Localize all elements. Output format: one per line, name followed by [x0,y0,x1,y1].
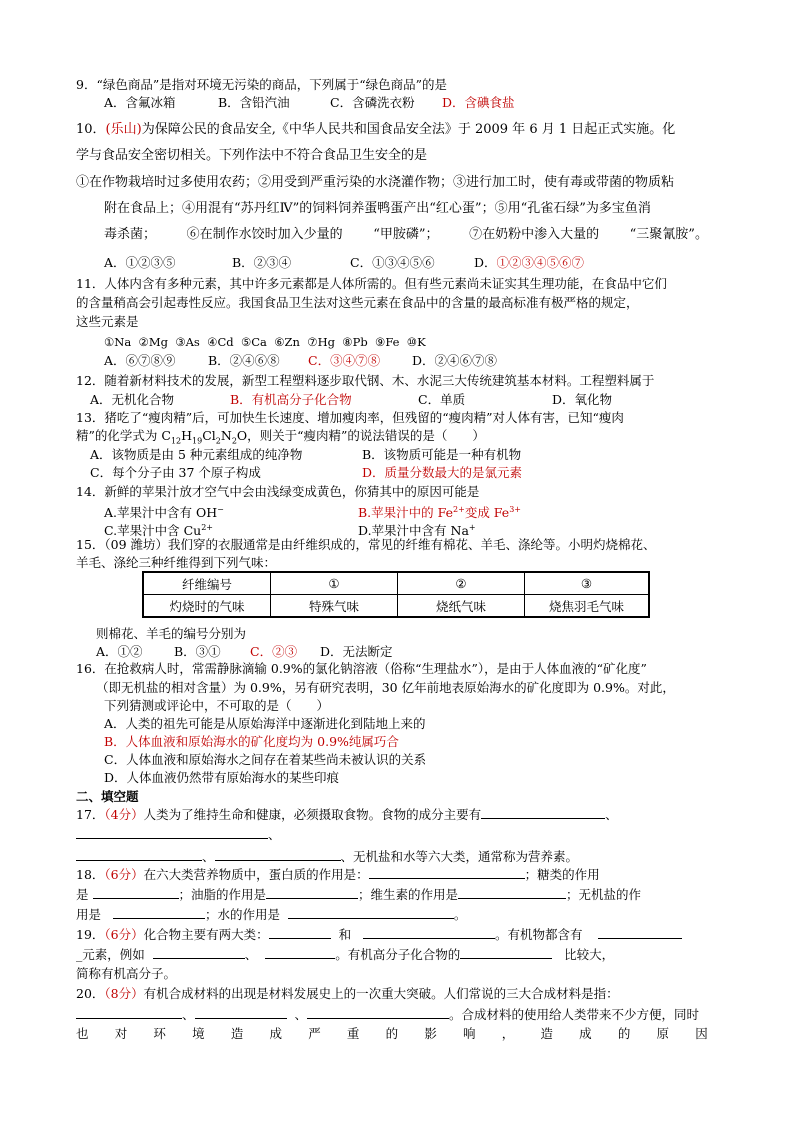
q11-option-b: B．②④⑥⑧ [208,353,280,368]
table-cell: 烧焦羽毛气味 [525,595,650,618]
q15-option-b: B．③① [174,644,221,659]
table-header-cell: ② [398,572,525,595]
q19-blank-5[interactable] [265,946,335,959]
q17-blank-3[interactable] [76,848,202,861]
q20-line1: 20．（8分）有机合成材料的出现是材料发展史上的一次重大突破。人们常说的三大合成材料是指： [76,986,619,1001]
q10-option-b: B．②③④ [232,255,292,270]
q11-element-list: ①Na ②Mg ③As ④Cd ⑤Ca ⑥Zn ⑦Hg ⑧Pb ⑨Fe ⑩K [104,335,426,349]
q12-option-c: C．单质 [418,392,466,407]
q17-line2: 、 [76,826,281,843]
q19-line1: 19．（6分）化合物主要有两大类： 和 。有机物都含有 [76,926,682,943]
q13-option-c: C．每个分子由 37 个原子构成 [90,465,261,480]
q20-line2: 、 、 。合成材料的使用给人类带来不少方便，同时 [76,1006,699,1023]
q10-option-d: D．①②③④⑤⑥⑦ [474,255,585,270]
q10-source: (乐山) [105,122,142,137]
q20-blank-3[interactable] [307,1006,449,1019]
q15-fiber-table [142,571,650,618]
q10-item-line2: 附在食品上；④用混有“苏丹红Ⅳ”的饲料饲养蛋鸭蛋产出“红心蛋”；⑤用“孔雀石绿”为多宝鱼消 [104,201,651,216]
table-cell: 灼烧时的气味 [143,595,271,618]
q17-line1: 17．（4分）人类为了维持生命和健康，必须摄取食物。食物的成分主要有 、 [76,807,618,822]
q10-stem-line1: 10．(乐山)为保障公民的食品安全,《中华人民共和国食品安全法》于 2009 年 6 月 1 日起正式实施。化 [76,122,676,137]
q16-option-a: A．人类的祖先可能是从原始海洋中逐渐进化到陆地上来的 [104,716,426,731]
q13-stem-line2: 精”的化学式为 $C_{12}H_{19}Cl_2N_2O$，则关于“瘦肉精”的说法错误的是（ ） [76,428,485,446]
section-heading-fill-in: 二、填空题 [76,789,139,804]
q9-option-c: C．含磷洗衣粉 [330,95,415,110]
q18-blank-vitamin[interactable] [458,886,566,899]
q14-option-a: A.苹果汁中含有 OH− [104,505,224,521]
q20-line3: 也 对 环 境 造 成 严 重 的 影 响 ， 造 成 的 原 因 [76,1026,708,1041]
q18-blank-protein[interactable] [369,866,525,879]
q20-blank-1[interactable] [76,1006,182,1019]
q11-option-a: A．⑥⑦⑧⑨ [104,353,176,368]
q17-blank-2[interactable] [76,826,268,839]
q19-blank-6[interactable] [460,946,552,959]
q13-option-d: D．质量分数最大的是氯元素 [362,465,523,480]
q9-stem: 9．“绿色商品”是指对环境无污染的商品，下列属于“绿色商品”的是 [76,77,448,92]
table-row [143,595,649,618]
q15-option-a: A．①② [96,644,143,659]
q14-option-c: C.苹果汁中含 $Cu^{2+}$ [104,523,213,539]
q18-blank-salt[interactable] [113,906,205,919]
q11-stem-line2: 的含量稍高会引起毒性反应。我国食品卫生法对这些元素在食品中的含量的最高标准有极严格的规定， [76,295,639,310]
table-header-cell: ① [271,572,398,595]
q16-stem-line1: 16．在抢救病人时，常需静脉滴输 0.9%的氯化钠溶液（俗称“生理盐水”），是由于人体血液的“矿化度” [76,661,647,676]
q19-blank-4[interactable] [153,946,245,959]
q14-stem: 14．新鲜的苹果汁放才空气中会由浅绿变成黄色，你猜其中的原因可能是 [76,484,480,499]
q11-stem-line3: 这些元素是 [76,314,139,329]
q12-option-d: D．氧化物 [552,392,613,407]
q18-blank-fat[interactable] [266,886,358,899]
table-cell: 烧纸气味 [398,595,525,618]
q15-stem-line2: 羊毛、涤纶三种纤维得到下列气味： [76,555,277,570]
q14-option-b: B.苹果汁中的 $Fe^{2+}$变成 $Fe^{3+}$ [358,505,521,521]
q12-stem: 12．随着新材料技术的发展，新型工程塑料逐步取代钢、木、水泥三大传统建筑基本材料。工程塑料属于 [76,373,655,388]
q18-line2: 是 ；油脂的作用是 ；维生素的作用是 ；无机盐的作 [76,887,642,902]
q10-item-line3: 毒杀菌； ⑥在制作水饺时加入少量的 “甲胺磷”； ⑦在奶粉中渗入大量的 “三聚氰胺”。 [104,227,708,242]
q16-option-b: B．人体血液和原始海水的矿化度均为 0.9%纯属巧合 [104,734,399,749]
q19-blank-1[interactable] [269,926,331,939]
q18-blank-sugar[interactable] [93,886,179,899]
table-header-cell: 纤维编号 [143,572,271,595]
q10-option-a: A．①②③⑤ [104,255,176,270]
q11-option-d: D．②④⑥⑦⑧ [412,353,498,368]
q19-blank-2[interactable] [363,926,495,939]
q16-option-d: D．人体血液仍然带有原始海水的某些印痕 [104,770,340,785]
q13-option-a: A．该物质是由 5 种元素组成的纯净物 [90,447,303,462]
q15-after-table: 则棉花、羊毛的编号分别为 [96,626,247,641]
q16-stem-line2: （即无机盐的相对含量）为 0.9%，另有研究表明，30 亿年前地表原始海水的矿化度即为 0.9%。对此， [96,680,675,695]
q20-blank-2[interactable] [195,1006,287,1019]
q10-item-line1: ①在作物栽培时过多使用农药；②用受到严重污染的水浇灌作物；③进行加工时，使有毒或带菌的物质粘 [76,175,675,190]
q10-stem-line2: 学与食品安全密切相关。下列作法中不符合食品卫生安全的是 [76,148,428,163]
q12-option-a: A．无机化合物 [90,392,175,407]
q18-line3: 用是 ；水的作用是 。 [76,907,467,922]
table-cell: 特殊气味 [271,595,398,618]
q19-line2: _元素，例如 、 。有机高分子化合物的 比较大， [76,947,615,962]
q19-blank-3[interactable] [598,926,682,939]
q17-blank-4[interactable] [215,848,341,861]
q12-option-b: B．有机高分子化合物 [230,392,352,407]
q15-option-c: C．②③ [250,644,298,659]
q9-option-a: A．含氟冰箱 [104,95,176,110]
table-row [143,572,649,595]
q11-stem-line1: 11．人体内含有多种元素，其中许多元素都是人体所需的。但有些元素尚未证实其生理功能，在食品中它们 [76,276,667,291]
q9-option-d: D．含碘食盐 [442,95,515,110]
q9-option-b: B．含铅汽油 [218,95,290,110]
q17-blank-1[interactable] [481,806,605,819]
q15-option-d: D．无法断定 [320,644,393,659]
q18-blank-water[interactable] [288,906,454,919]
q14-option-d: D.苹果汁中含有 Na+ [358,523,476,539]
q16-stem-line3: 下列猜测或评论中，不可取的是（ ） [104,698,330,713]
table-header-cell: ③ [525,572,650,595]
q19-line3: 简称有机高分子。 [76,966,177,981]
q13-stem-line1: 13．猪吃了“瘦肉精”后，可加快生长速度、增加瘦肉率，但残留的“瘦肉精”对人体有害，已知“瘦肉 [76,410,624,425]
q10-option-c: C．①③④⑤⑥ [350,255,435,270]
q17-line3: 、 、无机盐和水等六大类，通常称为营养素。 [76,848,578,865]
q15-stem-line1: 15．（09 潍坊）我们穿的衣服通常是由纤维织成的，常见的纤维有棉花、羊毛、涤纶等。小明灼烧棉花、 [76,537,656,552]
q11-option-c: C．③④⑦⑧ [308,353,381,368]
q18-line1: 18．（6分）在六大类营养物质中，蛋白质的作用是： ；糖类的作用 [76,867,600,882]
q13-option-b: B．该物质可能是一种有机物 [362,447,522,462]
q16-option-c: C．人体血液和原始海水之间存在着某些尚未被认识的关系 [104,752,427,767]
